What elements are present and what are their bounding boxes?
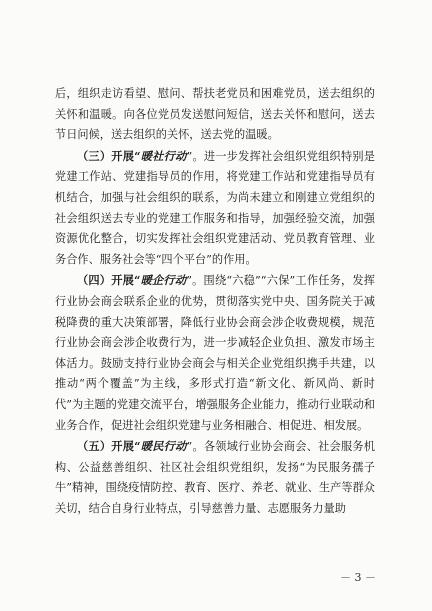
paragraph-3-title: 暖企行动 [140, 273, 187, 288]
paragraph-4-title: 暖民行动 [140, 439, 187, 454]
paragraph-2 [55, 146, 375, 271]
paragraph-2-heading: （三）开展“ [77, 148, 141, 163]
page-number: － 3 － [340, 571, 376, 584]
paragraph-4 [55, 436, 375, 519]
paragraph-1 [55, 84, 375, 146]
paragraph-4-text: ”。各领域行业协会商会、社会服务机构、公益慈善组织、社区社会组织党组织，发扬“为民服务孺子牛”精神，围绕疫情防控、教育、医疗、养老、就业、生产等群众关切，结合自身行业特点，引导慈善力量、志愿服务力量助 [55, 440, 375, 515]
paragraph-2-title: 暖社行动 [140, 148, 187, 163]
document-body [55, 84, 375, 519]
paragraph-2-text: ”。进一步发挥社会组织党组织特别是党建工作站、党建指导员的作用，将党建工作站和党建指导员有机结合，加强与社会组织的联系，为尚未建立和刚建立党组织的社会组织送去专业的党建工作服务和指导，加强经验交流，加强资源优化整合，切实发挥社会组织党建活动、党员教育管理、业务合作、服务社会等“四个平台”的作用。 [55, 149, 375, 266]
paragraph-3-heading: （四）开展“ [77, 273, 141, 288]
paragraph-1-text: 后，组织走访看望、慰问、帮扶老党员和困难党员，送去组织的关怀和温暖。向各位党员发送慰问短信，送去关怀和慰问，送去节日问候，送去组织的关怀，送去党的温暖。 [55, 87, 375, 142]
paragraph-3 [55, 270, 375, 436]
paragraph-3-text: ”。围绕“六稳”“六保”工作任务，发挥行业协会商会联系企业的优势，贯彻落实党中央、国务院关于减税降费的重大决策部署，降低行业协会商会涉企收费规模，规范行业协会商会涉企收费行为，进一步减轻企业负担、激发市场主体活力。鼓励支持行业协会商会与相关企业党组织携手共建，以推动“两个覆盖”为主线，多形式打造“新文化、新风尚、新时代”为主题的党建交流平台，增强服务企业能力，推动行业联动和业务合作，促进社会组织党建与业务相融合、相促进、相发展。 [55, 274, 375, 432]
paragraph-4-heading: （五）开展“ [77, 439, 141, 454]
